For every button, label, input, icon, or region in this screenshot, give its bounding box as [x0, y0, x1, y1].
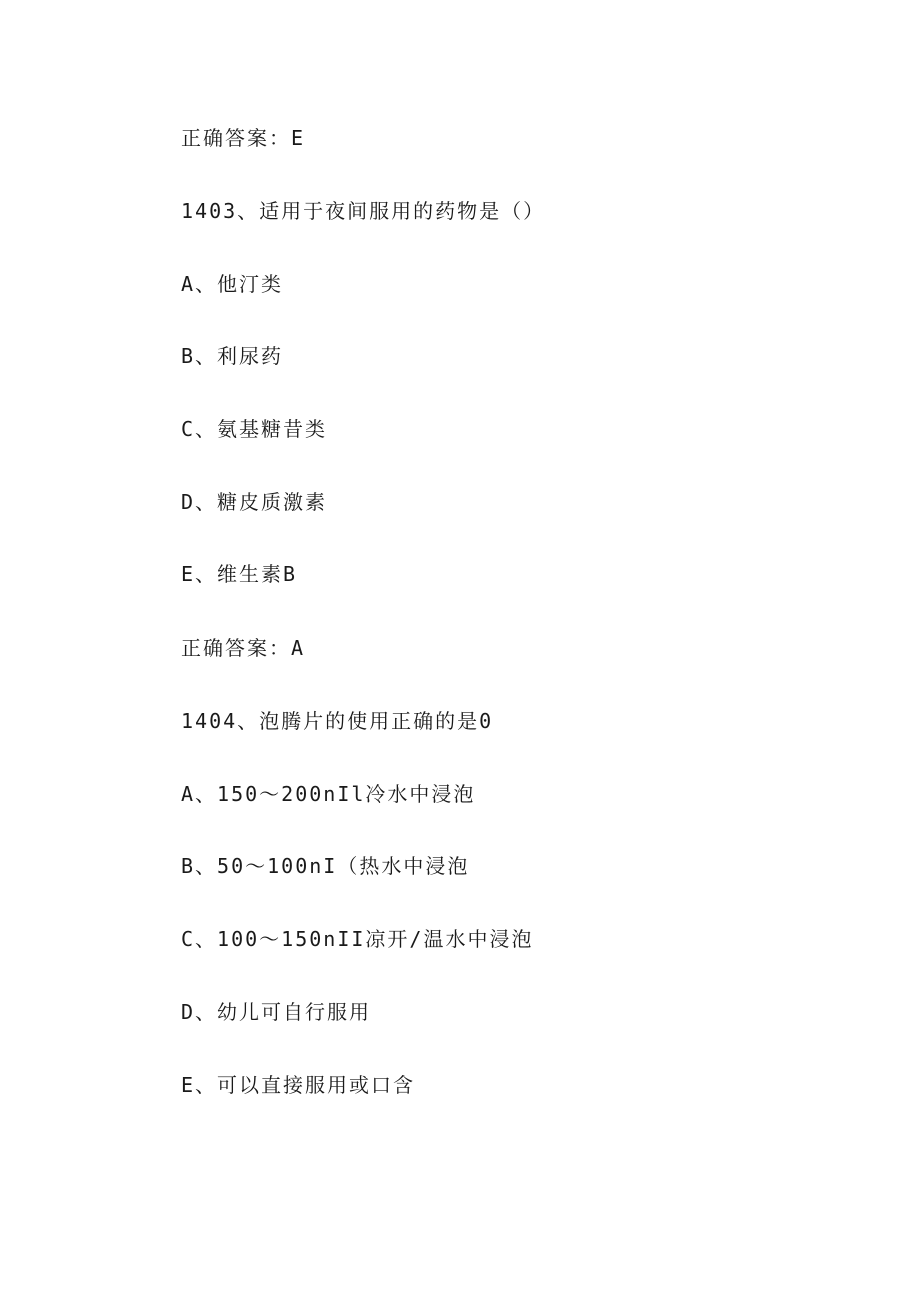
- answer-line-prev: 正确答案：E: [181, 126, 306, 150]
- option-e-1403: E、维生素B: [181, 562, 298, 586]
- option-c-1403: C、氨基糖昔类: [181, 417, 328, 441]
- option-a-1404: A、150～200nIl冷水中浸泡: [181, 782, 476, 806]
- option-b-1403: B、利尿药: [181, 344, 284, 368]
- option-b-1404: B、50～100nI（热水中浸泡: [181, 854, 470, 878]
- option-c-1404: C、100～150nII凉开/温水中浸泡: [181, 927, 534, 951]
- question-1403: 1403、适用于夜间服用的药物是（）: [181, 199, 546, 223]
- option-d-1404: D、幼儿可自行服用: [181, 1000, 372, 1024]
- option-a-1403: A、他汀类: [181, 272, 284, 296]
- option-e-1404: E、可以直接服用或口含: [181, 1073, 416, 1097]
- answer-line-1403: 正确答案：A: [181, 636, 306, 660]
- question-1404: 1404、泡腾片的使用正确的是0: [181, 709, 494, 733]
- option-d-1403: D、糖皮质激素: [181, 490, 328, 514]
